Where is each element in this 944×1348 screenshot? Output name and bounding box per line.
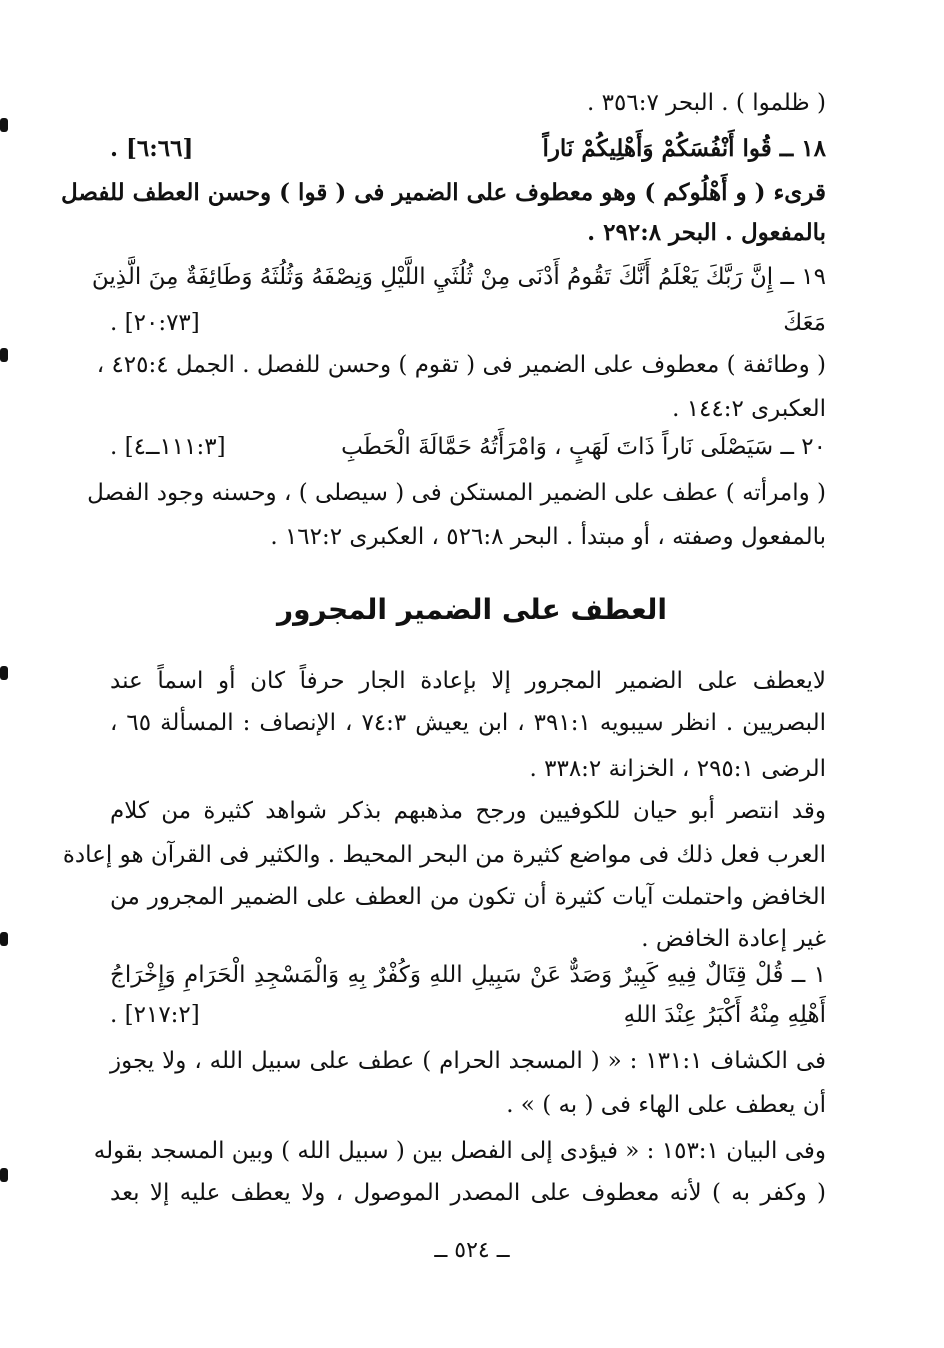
text-line: وقد انتصر أبو حيان للكوفيين ورجح مذهبهم بذكر شواهد كثيرة من كلام <box>110 798 826 824</box>
verse-line: ١٩ ــ إِنَّ رَبَّكَ يَعْلَمُ أَنَّكَ تَقُومُ أَدْنَى مِنْ ثُلُثَيِ اللَّيْلِ وَنِصْفَهُ وَثُلُثَهُ وَطَائِفَةٌ مِنَ الَّذِينَ <box>91 264 826 290</box>
binding-hole-mark <box>0 118 8 132</box>
text-line: العكبرى ١٤٤:٢ . <box>672 396 826 422</box>
verse-line: ١ ــ قُلْ قِتَالٌ فِيهِ كَبِيرٌ وَصَدٌّ عَنْ سَبِيلِ اللهِ وَكُفْرٌ بِهِ وَالْمَسْجِدِ الْحَرَامِ وَإِخْرَاجُ <box>110 962 826 988</box>
text-line: قرىء ( و أَهْلُوكم ) وهو معطوف على الضمير فى ( قوا ) وحسن العطف للفصل <box>61 179 826 206</box>
text-line: وفى البيان ١٥٣:١ : « فيؤدى إلى الفصل بين ( سبيل الله ) وبين المسجد بقوله <box>93 1138 826 1164</box>
verse-text: أَهْلِهِ مِنْهُ أَكْبَرُ عِنْدَ اللهِ <box>623 1002 826 1028</box>
binding-hole-mark <box>0 348 8 362</box>
verse-line <box>110 306 826 340</box>
text-line: الخافض واحتملت آيات كثيرة أن تكون من العطف على الضمير المجرور من <box>110 884 826 910</box>
verse-line <box>110 998 826 1032</box>
text-line: ( وطائفة ) معطوف على الضمير فى ( تقوم ) وحسن للفصل . الجمل ٤٢٥:٤ ، <box>96 352 826 378</box>
page-number: ــ ٥٢٤ ــ <box>434 1238 510 1263</box>
verse-text: ١٨ ــ قُوا أَنْفُسَكُمْ وَأَهْلِيكُمْ نَاراً <box>542 135 826 162</box>
text-line: البصريين . انظر سيبويه ٣٩١:١ ، ابن يعيش ٧٤:٣ ، الإنصاف : المسألة ٦٥ ، <box>110 710 827 736</box>
section-heading: العطف على الضمير المجرور <box>277 593 667 626</box>
binding-hole-mark <box>0 1168 8 1182</box>
text-line: أن يعطف على الهاء فى ( به ) » . <box>506 1092 826 1118</box>
verse-line <box>110 430 826 464</box>
text-line: العرب فعل ذلك فى مواضع كثيرة من البحر المحيط . والكثير فى القرآن هو إعادة <box>62 842 826 868</box>
text-line: بالمفعول . البحر ٢٩٢:٨ . <box>587 219 826 246</box>
text-line: الرضى ٢٩٥:١ ، الخزانة ٣٣٨:٢ . <box>529 756 826 782</box>
verse-line <box>110 132 826 166</box>
text-line: غير إعادة الخافض . <box>641 926 826 952</box>
verse-reference: [٢١٧:٢] . <box>110 1002 200 1028</box>
text-line: ( وكفر به ) لأنه معطوف على المصدر الموصول ، ولا يعطف عليه إلا بعد <box>110 1180 826 1206</box>
text-line: بالمفعول وصفته ، أو مبتدأ . البحر ٥٢٦:٨ ، العكبرى ١٦٢:٢ . <box>270 524 826 550</box>
text-line: ( وامرأته ) عطف على الضمير المستكن فى ( سيصلى ) ، وحسنه وجود الفصل <box>87 480 826 506</box>
text-line: ( ظلموا ) . البحر ٣٥٦:٧ . <box>587 90 826 116</box>
verse-reference: [٢٠:٧٣] . <box>110 310 200 336</box>
verse-reference: [٦:٦٦] . <box>110 135 194 162</box>
verse-text: مَعَكَ <box>783 310 826 336</box>
binding-hole-mark <box>0 932 8 946</box>
verse-text: ٢٠ ــ سَيَصْلَى نَاراً ذَاتَ لَهَبٍ ، وَامْرَأَتُهُ حَمَّالَةَ الْحَطَبِ <box>341 434 826 460</box>
text-line: فى الكشاف ١٣١:١ : « ( المسجد الحرام ) عطف على سبيل الله ، ولا يجوز <box>110 1048 826 1074</box>
text-line: لايعطف على الضمير المجرور إلا بإعادة الجار حرفاً كان أو اسماً عند <box>110 668 826 694</box>
binding-hole-mark <box>0 666 8 680</box>
verse-reference: [١١١:٣ــ٤] . <box>110 434 226 460</box>
